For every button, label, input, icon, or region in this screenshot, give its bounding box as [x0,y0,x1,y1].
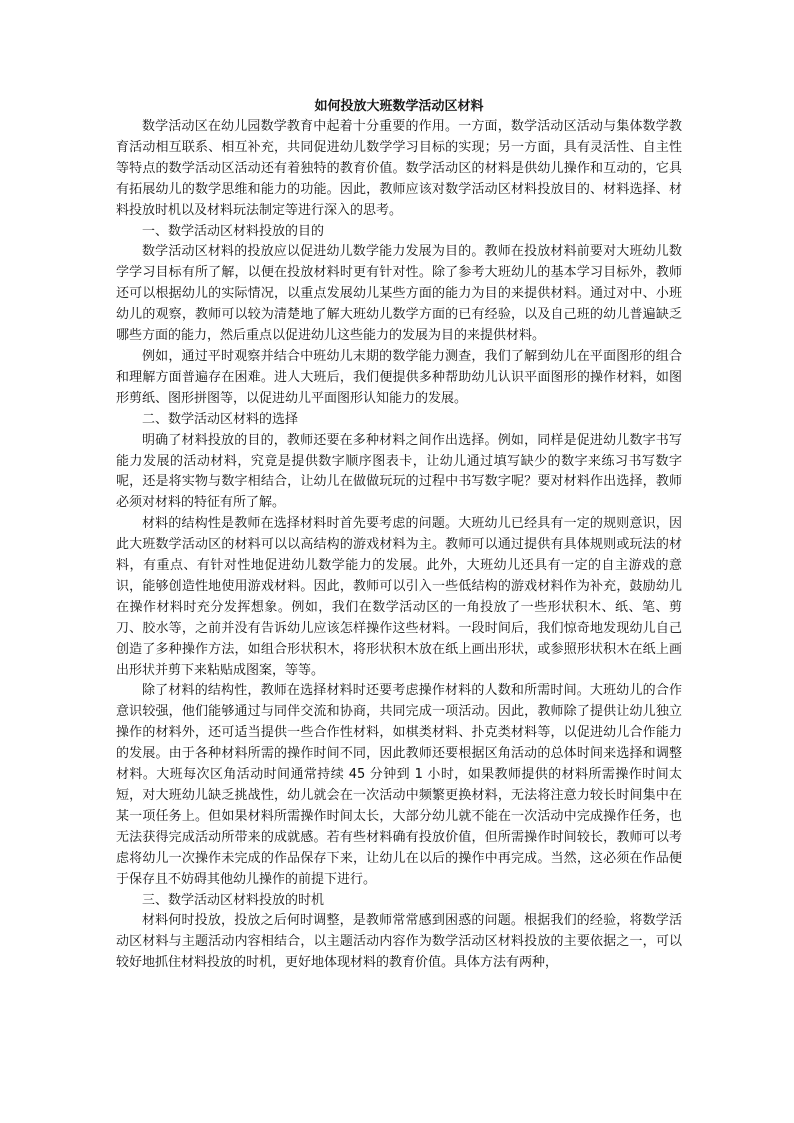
section-heading-3: 三、数学活动区材料投放的时机 [142,892,325,908]
document-title: 如何投放大班数学活动区材料 [314,99,484,114]
paragraph-purpose: 数学活动区材料的投放应以促进幼儿数学能力发展为目的。教师在投放材料前要对大班幼儿数学学习目标有所了解，以便在投放材料时更有针对性。除了参考大班幼儿的基本学习目标外，教师还可以根据幼儿的实际情况，以重点发展幼儿某些方面的能力为目的来提供材料。通过对中、小班幼儿的观察，教师可以较为清楚地了解大班幼儿数学方面的已有经验，以及自己班的幼儿普遍缺乏哪些方面的能力，然后重点以促进幼儿这些能力的发展为目的来提供材料。 [116,244,682,344]
document-page [116,97,682,974]
section-heading-2: 二、数学活动区材料的选择 [142,411,299,427]
paragraph-example: 例如，通过平时观察并结合中班幼儿末期的数学能力测查，我们了解到幼儿在平面图形的组合和理解方面普遍存在困难。进人大班后，我们便提供多种帮助幼儿认识平面图形的操作材料，如图形剪纸、图形拼图等，以促进幼儿平面图形认知能力的发展。 [116,348,682,406]
paragraph-time: 除了材料的结构性，教师在选择材料时还要考虑操作材料的人数和所需时间。大班幼儿的合作意识较强，他们能够通过与同伴交流和协商，共同完成一项活动。因此，教师除了提供让幼儿独立操作的材料外，还可适当提供一些合作性材料，如棋类材料、扑克类材料等，以促进幼儿合作能力的发展。由于各种材料所需的操作时间不同，因此教师还要根据区角活动的总体时间来选择和调整材料。大班每次区角活动时间通常持续 45 分钟到 1 小时，如果教师提供的材料所需操作时间太短，对大班幼儿缺乏挑战性，幼儿就会在一次活动中频繁更换材料，无法将注意力较长时间集中在某一项任务上。但如果材料所需操作时间太长，大部分幼儿就不能在一次活动中完成操作任务，也无法获得完成活动所带来的成就感。若有些材料确有投放价值，但所需操作时间较长，教师可以考虑将幼儿一次操作未完成的作品保存下来，让幼儿在以后的操作中再完成。当然，这必须在作品便于保存且不妨碍其他幼儿操作的前提下进行。 [116,683,682,887]
paragraph-selection: 明确了材料投放的目的，教师还要在多种材料之间作出选择。例如，同样是促进幼儿数字书写能力发展的活动材料，究竟是提供数字顺序图表卡，让幼儿通过填写缺少的数字来练习书写数字呢，还是将实物与数字相结合，让幼儿在做做玩玩的过程中书写数字呢？要对材料作出选择，教师必须对材料的特征有所了解。 [116,432,682,511]
paragraph-intro: 数学活动区在幼儿园数学教育中起着十分重要的作用。一方面，数学活动区活动与集体数学教育活动相互联系、相互补充，共同促进幼儿数学学习目标的实现；另一方面，具有灵活性、自主性等特点的数学活动区活动还有着独特的教育价值。数学活动区的材料是供幼儿操作和互动的，它具有拓展幼儿的数学思维和能力的功能。因此，教师应该对数学活动区材料投放目的、材料选择、材料投放时机以及材料玩法制定等进行深入的思考。 [116,119,682,218]
section-heading-1: 一、数学活动区材料投放的目的 [142,223,325,239]
paragraph-structure: 材料的结构性是教师在选择材料时首先要考虑的问题。大班幼儿已经具有一定的规则意识，因此大班数学活动区的材料可以以高结构的游戏材料为主。教师可以通过提供有具体规则或玩法的材料，有重点、有针对性地促进幼儿数学能力的发展。此外，大班幼儿还具有一定的自主游戏的意识，能够创造性地使用游戏材料。因此，教师可以引入一些低结构的游戏材料作为补充，鼓励幼儿在操作材料时充分发挥想象。例如，我们在数学活动区的一角投放了一些形状积木、纸、笔、剪刀、胶水等，之前并没有告诉幼儿应该怎样操作这些材料。一段时间后，我们惊奇地发现幼儿自己创造了多种操作方法，如组合形状积木，将形状积木放在纸上画出形状，或参照形状积木在纸上画出形状并剪下来粘贴成图案，等等。 [116,516,682,678]
paragraph-timing: 材料何时投放，投放之后何时调整，是教师常常感到困惑的问题。根据我们的经验，将数学活动区材料与主题活动内容相结合，以主题活动内容作为数学活动区材料投放的主要依据之一，可以较好地抓住材料投放的时机，更好地体现材料的教育价值。具体方法有两种， [116,913,682,971]
